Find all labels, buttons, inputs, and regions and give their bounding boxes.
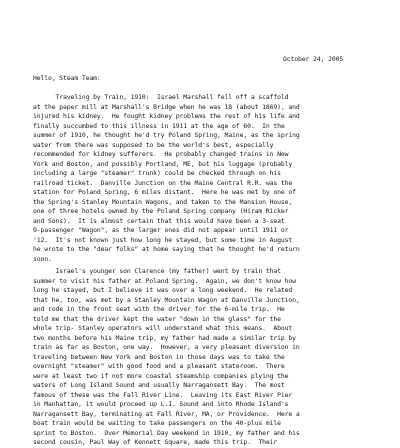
paragraph-line: York and Boston, and possibly Portland, ME, but his luggage (probably bbox=[33, 159, 293, 168]
letter-date: October 24, 2005 bbox=[283, 55, 344, 63]
paragraph-1 bbox=[33, 93, 378, 264]
paragraph-line: that he, too, was met by a Stanley Mountain Wagon at Danville Junction, bbox=[33, 295, 300, 304]
paragraph-line: boat train would be waiting to take passengers on the 40-plus mile bbox=[33, 419, 281, 427]
paragraph-line: and Sons). It is almost certain that this would have been a 3-seat bbox=[33, 216, 285, 225]
paragraph-line: water from there was supposed to be the world's best, especially bbox=[33, 140, 274, 149]
paragraph-line: famous of these was the Fall River Line. Leaving its East River Pier bbox=[33, 390, 293, 399]
paragraph-line: traveling between New York and Boston in those days was to take the bbox=[33, 352, 285, 361]
paragraph-line: summer of 1910, he thought he'd try Poland Spring, Maine, as the spring bbox=[33, 131, 300, 139]
paragraph-line: second cousin, Paul Way of Kennett Square, made this trip. Their bbox=[33, 438, 278, 446]
paragraph-line: long he stayed, but I believe it was over a long weekend. He related bbox=[33, 286, 293, 294]
paragraph-line: whole trip- Stanley operators will understand what this means. About bbox=[33, 324, 293, 332]
paragraph-line: Traveling by Train, 1910: Israel Marshall fell off a scaffold bbox=[33, 93, 289, 101]
paragraph-line: were at least two if not more coastal steamship companies plying the bbox=[33, 371, 289, 380]
letter-salutation: Hello, Steam Team: bbox=[33, 74, 101, 82]
paragraph-line: in Manhattan, it would proceed up L.I. Sound and into Rhode Island's bbox=[33, 400, 289, 408]
paragraph-2 bbox=[33, 267, 378, 448]
paragraph-line: train as far as Boston, one way. However, a very pleasant diversion in bbox=[33, 343, 300, 351]
paragraph-line: overnight "steamer" with good food and a pleasant stateroom. There bbox=[33, 362, 285, 370]
paragraph-line: two months before his Maine trip, my father had made a similar trip by bbox=[33, 333, 296, 342]
paragraph-line: 9-passenger "Wagon", as the larger ones did not appear until 1911 or bbox=[33, 226, 289, 234]
paragraph-line: recommended for kidney sufferers. He probably changed trains in New bbox=[33, 150, 289, 158]
paragraph-line: finally succumbed to this illness in 1911 at the age of 60. In the bbox=[33, 121, 285, 130]
paragraph-line: '12. It's not known just how long he stayed, but some time in August bbox=[33, 235, 293, 244]
paragraph-line: waters of Long Island Sound and usually Narragansett Bay. The most bbox=[33, 381, 285, 389]
paragraph-line: sprint to Boston. Over Memorial Day weekend in 1910, my father and his bbox=[33, 428, 300, 437]
paragraph-line: told me that the driver kept the water "down in the glass" for the bbox=[33, 314, 281, 323]
paragraph-line: the Spring's Stanley Mountain Wagons, and taken to the Mansion House, bbox=[33, 197, 293, 206]
paragraph-line: injured his kidney. He fought kidney problems the rest of his life and bbox=[33, 112, 300, 120]
paragraph-line: soon. bbox=[33, 254, 52, 263]
paragraph-line: Israel's younger son Clarence (my father) went by train that bbox=[33, 267, 281, 275]
paragraph-line: summer to visit his father at Poland Spring. Again, we don't know how bbox=[33, 276, 296, 285]
paragraph-line: one of three hotels owned by the Poland Spring company (Hiram Ricker bbox=[33, 207, 289, 215]
paragraph-line: at the paper mill at Marshall's Bridge when he was 18 (about 1869), and bbox=[33, 102, 300, 111]
paragraph-line: including a large "steamer" trunk) could be checked through on his bbox=[33, 169, 281, 177]
paragraph-line: and rode in the front seat with the driver for the 6-mile trip. He bbox=[33, 305, 285, 313]
paragraph-line: station for Poland Spring, 6 miles distant. Here he was met by one of bbox=[33, 188, 296, 196]
paragraph-line: railroad ticket. Danville Junction on the Maine Central R.R. was the bbox=[33, 178, 293, 187]
paragraph-line: he wrote to the "dear folks" at home saying that he thought he'd return bbox=[33, 245, 300, 253]
paragraph-line: Narragansett Bay, terminating at Fall River, MA, or Providence. Here a bbox=[33, 409, 300, 418]
